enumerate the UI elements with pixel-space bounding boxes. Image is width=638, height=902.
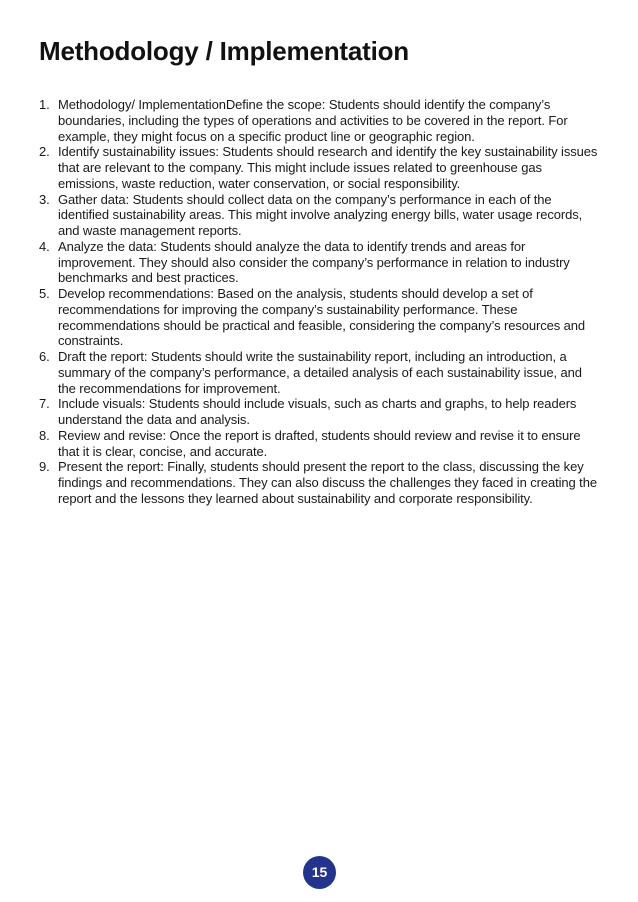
step-number: 1.	[39, 97, 50, 112]
step-number: 7.	[39, 396, 50, 412]
step-number: 3.	[39, 191, 50, 207]
step-text: Identify sustainability issues: Students should research and identify the key sustainability issues that are relevant to the company. This might include issues related to greenhouse gas emissions, waste reduction, water conservation, or social responsibility.	[58, 144, 598, 191]
step-text: Present the report: Finally, students should present the report to the class, discussing the key findings and recommendations. They can also discuss the challenges they faced in creating the report and the lessons they learned about sustainability and corporate responsibility.	[58, 459, 597, 506]
step-text: Develop recommendations: Based on the analysis, students should develop a set of recommendations for improving the company’s sustainability performance. These recommendations should be practical and feasible, considering the company’s resources and constraints.	[58, 286, 586, 349]
step-number: 9.	[39, 459, 50, 475]
list-item	[39, 144, 599, 191]
step-number: 5.	[39, 286, 50, 301]
step-text: Draft the report: Students should write the sustainability report, including an introduction, a summary of the company’s performance, a detailed analysis of each sustainability issue, and the recommendations for improvement.	[58, 349, 582, 396]
list-item	[39, 428, 599, 460]
step-text: Include visuals: Students should include visuals, such as charts and graphs, to help readers understand the data and analysis.	[58, 396, 577, 427]
step-number: 4.	[39, 238, 50, 254]
step-text: Gather data: Students should collect data on the company’s performance in each of the identified sustainability areas. This might involve analyzing energy bills, water usage records, and waste management reports.	[58, 191, 583, 238]
list-item	[39, 459, 599, 506]
page-number-badge: 15	[303, 856, 336, 889]
step-text: Review and revise: Once the report is drafted, students should review and revise it to ensure that it is clear, concise, and accurate.	[58, 427, 581, 459]
list-item	[39, 286, 599, 349]
page-title: Methodology / Implementation	[39, 36, 409, 66]
step-number: 6.	[39, 349, 50, 364]
step-text: Methodology/ ImplementationDefine the scope: Students should identify the company’s boundaries, including the types of operations and activities to be covered in the report. For example, they might focus on a specific product line or geographic region.	[58, 97, 568, 144]
list-item	[39, 349, 599, 396]
list-item	[39, 396, 599, 428]
list-item	[39, 97, 599, 144]
step-number: 8.	[39, 427, 50, 443]
step-number: 2.	[39, 144, 50, 160]
step-text: Analyze the data: Students should analyze the data to identify trends and areas for improvement. They should also consider the company’s performance in relation to industry benchmarks and best practices.	[58, 238, 570, 286]
list-item	[39, 192, 599, 239]
list-item	[39, 239, 599, 286]
steps-list	[39, 97, 599, 507]
